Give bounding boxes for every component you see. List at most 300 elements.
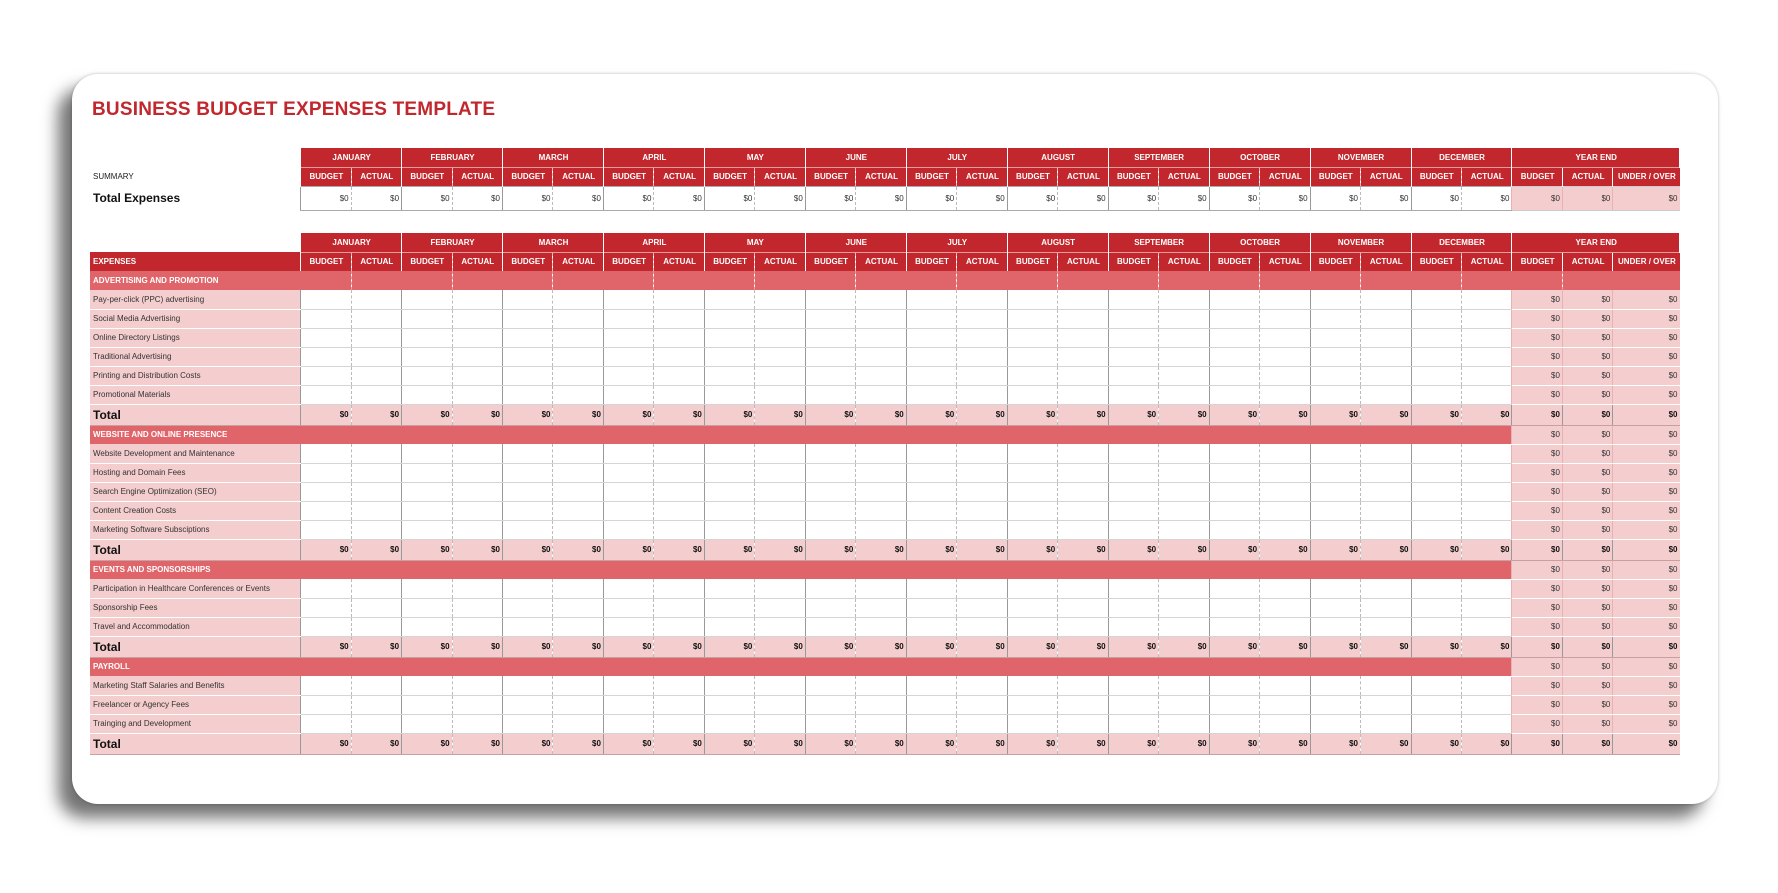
budget-input-cell[interactable] [1007,714,1057,733]
actual-input-cell[interactable] [1260,714,1310,733]
actual-input-cell[interactable] [755,695,805,714]
actual-input-cell[interactable] [755,444,805,463]
actual-input-cell[interactable] [755,482,805,501]
budget-input-cell[interactable] [1411,617,1461,636]
actual-input-cell[interactable] [654,444,704,463]
actual-input-cell[interactable] [654,366,704,385]
actual-input-cell[interactable] [553,617,603,636]
budget-input-cell[interactable] [1209,520,1259,539]
budget-input-cell[interactable] [805,444,855,463]
budget-input-cell[interactable] [1209,385,1259,404]
actual-input-cell[interactable] [755,520,805,539]
budget-input-cell[interactable] [402,714,452,733]
budget-input-cell[interactable] [906,385,956,404]
actual-input-cell[interactable] [1058,714,1108,733]
budget-input-cell[interactable] [1209,676,1259,695]
actual-input-cell[interactable] [351,598,401,617]
actual-input-cell[interactable] [351,520,401,539]
budget-input-cell[interactable] [1209,444,1259,463]
actual-input-cell[interactable] [856,347,906,366]
budget-input-cell[interactable] [402,366,452,385]
actual-input-cell[interactable] [553,463,603,482]
budget-input-cell[interactable] [704,385,754,404]
budget-input-cell[interactable] [1108,347,1158,366]
budget-input-cell[interactable] [402,501,452,520]
actual-input-cell[interactable] [1058,520,1108,539]
budget-input-cell[interactable] [301,520,351,539]
actual-input-cell[interactable] [856,579,906,598]
actual-input-cell[interactable] [1058,444,1108,463]
actual-input-cell[interactable] [452,520,502,539]
actual-input-cell[interactable] [452,501,502,520]
budget-input-cell[interactable] [1108,676,1158,695]
budget-input-cell[interactable] [503,385,553,404]
actual-input-cell[interactable] [1159,501,1209,520]
actual-input-cell[interactable] [755,366,805,385]
budget-input-cell[interactable] [704,328,754,347]
budget-input-cell[interactable] [1007,328,1057,347]
actual-input-cell[interactable] [351,579,401,598]
actual-input-cell[interactable] [856,309,906,328]
actual-input-cell[interactable] [351,309,401,328]
budget-input-cell[interactable] [503,695,553,714]
actual-input-cell[interactable] [351,366,401,385]
budget-input-cell[interactable] [1310,617,1360,636]
actual-input-cell[interactable] [654,328,704,347]
actual-input-cell[interactable] [1159,347,1209,366]
budget-input-cell[interactable] [1007,598,1057,617]
budget-input-cell[interactable] [503,520,553,539]
actual-input-cell[interactable] [553,714,603,733]
actual-input-cell[interactable] [1058,695,1108,714]
actual-input-cell[interactable] [351,328,401,347]
actual-input-cell[interactable] [1361,385,1411,404]
budget-input-cell[interactable] [805,520,855,539]
budget-input-cell[interactable] [906,463,956,482]
actual-input-cell[interactable] [856,328,906,347]
actual-input-cell[interactable] [351,695,401,714]
actual-input-cell[interactable] [957,482,1007,501]
budget-input-cell[interactable] [1310,328,1360,347]
actual-input-cell[interactable] [856,695,906,714]
budget-input-cell[interactable] [906,598,956,617]
budget-input-cell[interactable] [301,617,351,636]
actual-input-cell[interactable] [351,444,401,463]
actual-input-cell[interactable] [351,290,401,309]
actual-input-cell[interactable] [856,482,906,501]
budget-input-cell[interactable] [1108,482,1158,501]
actual-input-cell[interactable] [755,617,805,636]
budget-input-cell[interactable] [906,579,956,598]
budget-input-cell[interactable] [805,598,855,617]
actual-input-cell[interactable] [1361,290,1411,309]
actual-input-cell[interactable] [1260,366,1310,385]
budget-input-cell[interactable] [1007,579,1057,598]
actual-input-cell[interactable] [1461,579,1511,598]
budget-input-cell[interactable] [1108,366,1158,385]
actual-input-cell[interactable] [1159,520,1209,539]
actual-input-cell[interactable] [1461,695,1511,714]
budget-input-cell[interactable] [1007,366,1057,385]
actual-input-cell[interactable] [957,598,1007,617]
actual-input-cell[interactable] [1260,579,1310,598]
budget-input-cell[interactable] [1209,463,1259,482]
actual-input-cell[interactable] [452,463,502,482]
actual-input-cell[interactable] [1461,463,1511,482]
actual-input-cell[interactable] [957,520,1007,539]
actual-input-cell[interactable] [654,617,704,636]
actual-input-cell[interactable] [957,579,1007,598]
budget-input-cell[interactable] [906,501,956,520]
actual-input-cell[interactable] [1361,366,1411,385]
budget-input-cell[interactable] [1310,714,1360,733]
actual-input-cell[interactable] [755,385,805,404]
actual-input-cell[interactable] [1361,676,1411,695]
budget-input-cell[interactable] [503,714,553,733]
budget-input-cell[interactable] [503,598,553,617]
actual-input-cell[interactable] [351,482,401,501]
actual-input-cell[interactable] [1260,501,1310,520]
budget-input-cell[interactable] [603,617,653,636]
actual-input-cell[interactable] [1159,366,1209,385]
budget-input-cell[interactable] [1209,366,1259,385]
budget-input-cell[interactable] [503,501,553,520]
actual-input-cell[interactable] [553,366,603,385]
budget-input-cell[interactable] [1209,617,1259,636]
budget-input-cell[interactable] [603,463,653,482]
actual-input-cell[interactable] [351,347,401,366]
budget-input-cell[interactable] [805,695,855,714]
actual-input-cell[interactable] [957,347,1007,366]
actual-input-cell[interactable] [1461,617,1511,636]
actual-input-cell[interactable] [856,463,906,482]
actual-input-cell[interactable] [755,676,805,695]
budget-input-cell[interactable] [1411,463,1461,482]
actual-input-cell[interactable] [957,501,1007,520]
budget-input-cell[interactable] [301,501,351,520]
actual-input-cell[interactable] [856,676,906,695]
budget-input-cell[interactable] [402,463,452,482]
budget-input-cell[interactable] [1411,482,1461,501]
actual-input-cell[interactable] [351,501,401,520]
actual-input-cell[interactable] [856,366,906,385]
actual-input-cell[interactable] [1058,676,1108,695]
budget-input-cell[interactable] [1007,520,1057,539]
budget-input-cell[interactable] [603,482,653,501]
actual-input-cell[interactable] [856,520,906,539]
actual-input-cell[interactable] [1159,695,1209,714]
actual-input-cell[interactable] [1058,309,1108,328]
actual-input-cell[interactable] [1159,714,1209,733]
actual-input-cell[interactable] [452,385,502,404]
budget-input-cell[interactable] [301,463,351,482]
budget-input-cell[interactable] [805,482,855,501]
actual-input-cell[interactable] [755,598,805,617]
budget-input-cell[interactable] [805,579,855,598]
actual-input-cell[interactable] [957,309,1007,328]
actual-input-cell[interactable] [1159,579,1209,598]
budget-input-cell[interactable] [301,328,351,347]
actual-input-cell[interactable] [1058,328,1108,347]
actual-input-cell[interactable] [1058,463,1108,482]
actual-input-cell[interactable] [553,444,603,463]
actual-input-cell[interactable] [1058,347,1108,366]
actual-input-cell[interactable] [1058,385,1108,404]
actual-input-cell[interactable] [957,617,1007,636]
budget-input-cell[interactable] [1310,520,1360,539]
budget-input-cell[interactable] [1108,617,1158,636]
actual-input-cell[interactable] [1260,309,1310,328]
actual-input-cell[interactable] [654,520,704,539]
budget-input-cell[interactable] [402,676,452,695]
actual-input-cell[interactable] [351,463,401,482]
budget-input-cell[interactable] [1411,714,1461,733]
budget-input-cell[interactable] [805,328,855,347]
budget-input-cell[interactable] [301,347,351,366]
actual-input-cell[interactable] [856,598,906,617]
budget-input-cell[interactable] [1310,598,1360,617]
actual-input-cell[interactable] [452,290,502,309]
budget-input-cell[interactable] [503,328,553,347]
budget-input-cell[interactable] [805,463,855,482]
budget-input-cell[interactable] [1411,290,1461,309]
budget-input-cell[interactable] [805,501,855,520]
budget-input-cell[interactable] [1209,309,1259,328]
actual-input-cell[interactable] [1159,463,1209,482]
actual-input-cell[interactable] [1058,617,1108,636]
budget-input-cell[interactable] [402,328,452,347]
actual-input-cell[interactable] [1461,309,1511,328]
budget-input-cell[interactable] [906,366,956,385]
budget-input-cell[interactable] [1310,444,1360,463]
actual-input-cell[interactable] [553,579,603,598]
actual-input-cell[interactable] [1159,676,1209,695]
budget-input-cell[interactable] [1007,347,1057,366]
actual-input-cell[interactable] [1159,482,1209,501]
budget-input-cell[interactable] [704,598,754,617]
actual-input-cell[interactable] [1361,598,1411,617]
actual-input-cell[interactable] [1058,366,1108,385]
budget-input-cell[interactable] [805,676,855,695]
budget-input-cell[interactable] [503,463,553,482]
actual-input-cell[interactable] [654,579,704,598]
budget-input-cell[interactable] [1007,385,1057,404]
actual-input-cell[interactable] [553,290,603,309]
budget-input-cell[interactable] [301,598,351,617]
budget-input-cell[interactable] [301,695,351,714]
actual-input-cell[interactable] [1361,482,1411,501]
budget-input-cell[interactable] [1310,309,1360,328]
actual-input-cell[interactable] [1159,617,1209,636]
budget-input-cell[interactable] [1411,676,1461,695]
budget-input-cell[interactable] [1310,385,1360,404]
actual-input-cell[interactable] [957,714,1007,733]
budget-input-cell[interactable] [704,617,754,636]
budget-input-cell[interactable] [603,328,653,347]
budget-input-cell[interactable] [1007,695,1057,714]
actual-input-cell[interactable] [856,444,906,463]
actual-input-cell[interactable] [1260,482,1310,501]
actual-input-cell[interactable] [654,695,704,714]
budget-input-cell[interactable] [906,714,956,733]
budget-input-cell[interactable] [805,617,855,636]
actual-input-cell[interactable] [755,463,805,482]
budget-input-cell[interactable] [402,598,452,617]
actual-input-cell[interactable] [755,501,805,520]
budget-input-cell[interactable] [402,617,452,636]
budget-input-cell[interactable] [301,444,351,463]
budget-input-cell[interactable] [1209,501,1259,520]
actual-input-cell[interactable] [856,501,906,520]
budget-input-cell[interactable] [301,482,351,501]
actual-input-cell[interactable] [1260,598,1310,617]
budget-input-cell[interactable] [1411,501,1461,520]
actual-input-cell[interactable] [755,309,805,328]
budget-input-cell[interactable] [503,309,553,328]
actual-input-cell[interactable] [1159,444,1209,463]
actual-input-cell[interactable] [1361,444,1411,463]
budget-input-cell[interactable] [603,714,653,733]
budget-input-cell[interactable] [1209,714,1259,733]
actual-input-cell[interactable] [957,444,1007,463]
budget-input-cell[interactable] [1007,309,1057,328]
budget-input-cell[interactable] [1209,598,1259,617]
actual-input-cell[interactable] [1461,482,1511,501]
actual-input-cell[interactable] [553,501,603,520]
actual-input-cell[interactable] [654,501,704,520]
budget-input-cell[interactable] [301,366,351,385]
budget-input-cell[interactable] [906,617,956,636]
actual-input-cell[interactable] [452,309,502,328]
budget-input-cell[interactable] [1411,695,1461,714]
budget-input-cell[interactable] [906,676,956,695]
actual-input-cell[interactable] [957,366,1007,385]
actual-input-cell[interactable] [1361,347,1411,366]
budget-input-cell[interactable] [503,290,553,309]
actual-input-cell[interactable] [1260,695,1310,714]
budget-input-cell[interactable] [301,385,351,404]
budget-input-cell[interactable] [906,482,956,501]
actual-input-cell[interactable] [654,385,704,404]
actual-input-cell[interactable] [452,714,502,733]
actual-input-cell[interactable] [957,676,1007,695]
actual-input-cell[interactable] [1461,366,1511,385]
actual-input-cell[interactable] [654,714,704,733]
actual-input-cell[interactable] [553,385,603,404]
actual-input-cell[interactable] [452,366,502,385]
budget-input-cell[interactable] [603,579,653,598]
budget-input-cell[interactable] [906,520,956,539]
actual-input-cell[interactable] [553,520,603,539]
budget-input-cell[interactable] [704,290,754,309]
actual-input-cell[interactable] [654,482,704,501]
budget-input-cell[interactable] [704,695,754,714]
budget-input-cell[interactable] [1108,463,1158,482]
budget-input-cell[interactable] [402,520,452,539]
budget-input-cell[interactable] [1411,598,1461,617]
actual-input-cell[interactable] [351,617,401,636]
actual-input-cell[interactable] [351,676,401,695]
actual-input-cell[interactable] [553,676,603,695]
budget-input-cell[interactable] [906,695,956,714]
actual-input-cell[interactable] [452,676,502,695]
actual-input-cell[interactable] [452,579,502,598]
budget-input-cell[interactable] [503,617,553,636]
actual-input-cell[interactable] [1361,617,1411,636]
budget-input-cell[interactable] [704,347,754,366]
actual-input-cell[interactable] [1260,617,1310,636]
budget-input-cell[interactable] [1108,598,1158,617]
budget-input-cell[interactable] [402,385,452,404]
actual-input-cell[interactable] [1058,290,1108,309]
actual-input-cell[interactable] [452,444,502,463]
budget-input-cell[interactable] [503,444,553,463]
actual-input-cell[interactable] [957,695,1007,714]
budget-input-cell[interactable] [402,579,452,598]
actual-input-cell[interactable] [755,290,805,309]
actual-input-cell[interactable] [1361,328,1411,347]
actual-input-cell[interactable] [1461,676,1511,695]
actual-input-cell[interactable] [553,328,603,347]
budget-input-cell[interactable] [1108,501,1158,520]
actual-input-cell[interactable] [1361,501,1411,520]
budget-input-cell[interactable] [1108,444,1158,463]
actual-input-cell[interactable] [957,463,1007,482]
actual-input-cell[interactable] [452,695,502,714]
budget-input-cell[interactable] [704,579,754,598]
actual-input-cell[interactable] [654,676,704,695]
budget-input-cell[interactable] [603,385,653,404]
budget-input-cell[interactable] [301,579,351,598]
budget-input-cell[interactable] [603,290,653,309]
actual-input-cell[interactable] [452,598,502,617]
budget-input-cell[interactable] [805,347,855,366]
budget-input-cell[interactable] [402,309,452,328]
actual-input-cell[interactable] [755,347,805,366]
actual-input-cell[interactable] [1361,463,1411,482]
budget-input-cell[interactable] [805,385,855,404]
budget-input-cell[interactable] [603,520,653,539]
actual-input-cell[interactable] [654,347,704,366]
actual-input-cell[interactable] [755,579,805,598]
actual-input-cell[interactable] [1058,501,1108,520]
budget-input-cell[interactable] [603,444,653,463]
actual-input-cell[interactable] [755,714,805,733]
actual-input-cell[interactable] [957,290,1007,309]
actual-input-cell[interactable] [1260,520,1310,539]
actual-input-cell[interactable] [755,328,805,347]
budget-input-cell[interactable] [704,366,754,385]
actual-input-cell[interactable] [654,463,704,482]
budget-input-cell[interactable] [1007,482,1057,501]
budget-input-cell[interactable] [906,347,956,366]
budget-input-cell[interactable] [906,444,956,463]
budget-input-cell[interactable] [603,347,653,366]
budget-input-cell[interactable] [301,676,351,695]
actual-input-cell[interactable] [351,714,401,733]
actual-input-cell[interactable] [1260,385,1310,404]
budget-input-cell[interactable] [1108,695,1158,714]
actual-input-cell[interactable] [1461,598,1511,617]
budget-input-cell[interactable] [402,695,452,714]
actual-input-cell[interactable] [856,385,906,404]
budget-input-cell[interactable] [1209,328,1259,347]
budget-input-cell[interactable] [1007,290,1057,309]
budget-input-cell[interactable] [1310,366,1360,385]
budget-input-cell[interactable] [1209,347,1259,366]
budget-input-cell[interactable] [1108,309,1158,328]
budget-input-cell[interactable] [1007,463,1057,482]
